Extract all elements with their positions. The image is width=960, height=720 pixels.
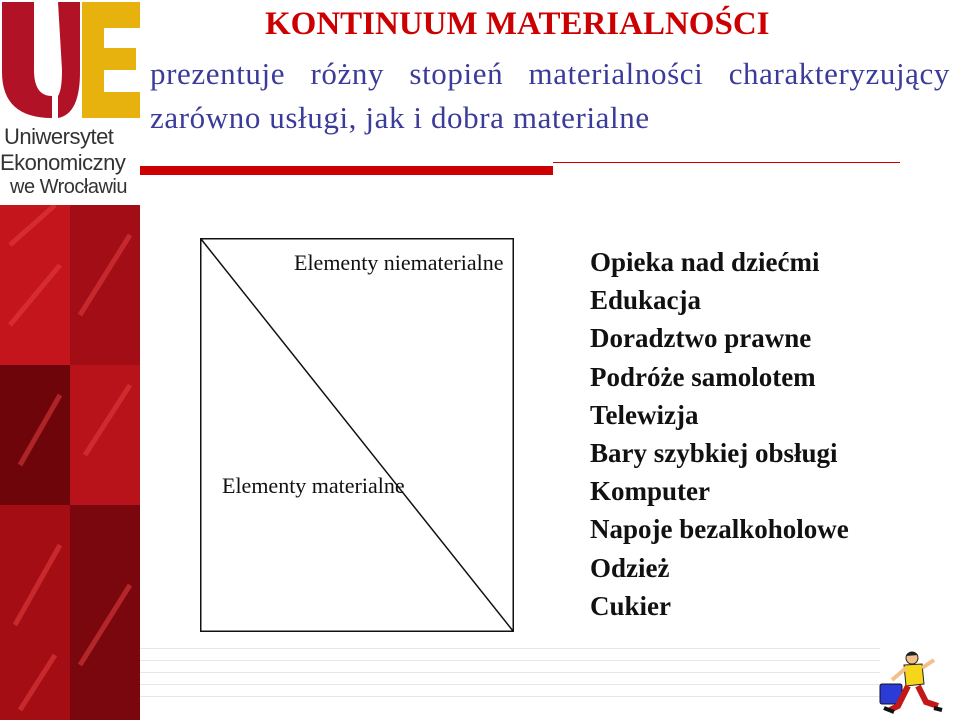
ue-logo-mark-icon: [0, 0, 140, 125]
footer-line: [140, 684, 880, 685]
examples-list: [590, 243, 849, 625]
footer-line: [140, 696, 880, 697]
diagram-frame: [200, 238, 514, 632]
list-item: Podróże samolotem: [590, 361, 816, 392]
logo-line-3: we Wrocławiu: [10, 176, 127, 198]
diagram-diagonal: [201, 239, 513, 631]
list-item: Napoje bezalkoholowe: [590, 514, 849, 545]
list-item: Komputer: [590, 476, 710, 507]
red-texture-art: [0, 205, 140, 720]
university-logo: [0, 0, 140, 205]
list-item: Cukier: [590, 590, 671, 621]
label-intangible: Elementy niematerialne: [294, 250, 504, 275]
header-accent-bar: [140, 166, 553, 175]
logo-line-2: Ekonomiczny: [0, 150, 126, 175]
footer-line: [140, 672, 880, 673]
slide-subtitle: prezentuje różny stopień materialności charakteryzujący zarówno usługi, jak i dobra materialne: [150, 56, 950, 135]
list-item: Bary szybkiej obsługi: [590, 438, 838, 469]
list-item: Odzież: [590, 552, 670, 583]
header-divider-line: [553, 162, 900, 163]
list-item: Edukacja: [590, 285, 702, 316]
footer-line: [140, 660, 880, 661]
footer-line: [140, 648, 880, 649]
traveler-mascot-icon: [872, 650, 944, 718]
slide-title: KONTINUUM MATERIALNOŚCI: [265, 6, 770, 42]
logo-line-1: Uniwersytet: [4, 124, 114, 149]
label-tangible: Elementy materialne: [222, 473, 405, 498]
left-decor-strip: [0, 0, 140, 720]
list-item: Doradztwo prawne: [590, 323, 812, 354]
list-item: Telewizja: [590, 399, 699, 430]
list-item: Opieka nad dziećmi: [590, 247, 820, 277]
materiality-diagram: [200, 238, 514, 632]
